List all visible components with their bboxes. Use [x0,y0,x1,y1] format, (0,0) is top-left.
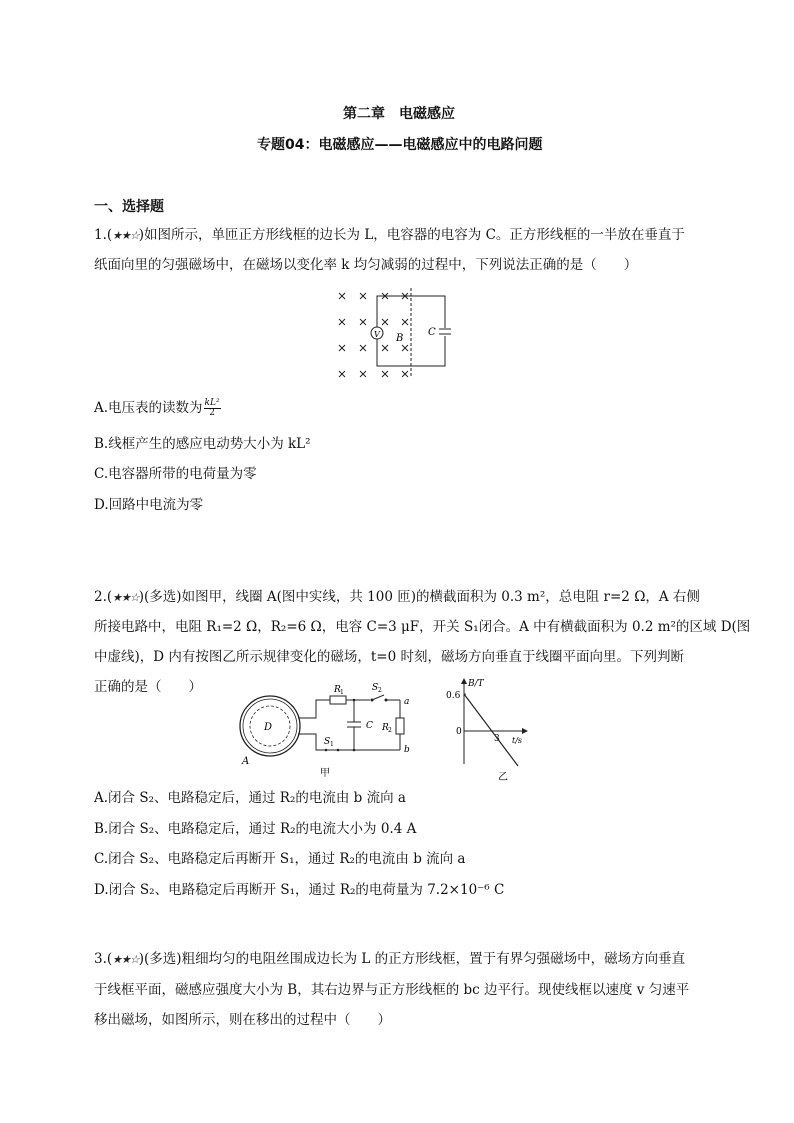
svg-text:1: 1 [340,689,344,696]
q1-line2: 纸面向里的匀强磁场中，在磁场以变化率 k 均匀减弱的过程中，下列说法正确的是（ ） [94,257,638,273]
capacitor-label: C [428,327,436,338]
difficulty-star-icon: ★★☆ [112,229,139,242]
y-tick-label: 0.6 [446,691,461,701]
q1-number: 1.( [94,227,113,243]
capacitor-label: C [366,721,373,731]
section-title: 一、选择题 [94,199,164,215]
difficulty-star-icon: ★★☆ [112,591,139,604]
chapter-title: 第二章 电磁感应 [343,106,455,122]
q1-option-b: B.线框产生的感应电动势大小为 kL² [94,436,311,452]
svg-text:S: S [324,737,331,747]
svg-text:2: 2 [388,727,392,734]
svg-text:S: S [372,683,379,693]
terminal-a: a [404,697,410,707]
origin-label: 0 [456,727,462,737]
svg-text:1: 1 [330,741,334,748]
q2-figure-circuit [234,680,424,780]
q2-number: 2.( [94,589,113,605]
q2-option-c: C.闭合 S₂、电路稳定后再断开 S₁，通过 R₂的电流由 b 流向 a [94,851,466,867]
b-t-line [464,694,518,766]
q3-number: 3.( [94,951,113,967]
q3-line1: 3.(★★☆)(多选)粗细均匀的电阻丝围成边长为 L 的正方形线框，置于有界匀强磁场中，磁场方向垂直 [94,949,685,970]
q2-option-b: B.闭合 S₂、电路稳定后，通过 R₂的电流大小为 0.4 A [94,821,417,837]
difficulty-star-icon: ★★☆ [112,953,139,966]
svg-text:R: R [382,723,389,733]
q2-option-a: A.闭合 S₂、电路稳定后，通过 R₂的电流由 b 流向 a [94,790,406,806]
q1-figure [330,286,460,386]
voltmeter-label: V [374,330,380,339]
fraction: $\frac{\text{kL²}}{2}$ [204,398,220,418]
switch-s2 [372,695,384,700]
q2-line3: 中虚线)，D 内有按图乙所示规律变化的磁场，t=0 时刻，磁场方向垂直于线圈平面向里。下列判断 [94,649,684,665]
q3-line3: 移出磁场，如图所示，则在移出的过程中（ ） [94,1012,391,1028]
q2-figure-graph [424,676,534,784]
q2-line2: 所接电路中，电阻 R₁=2 Ω，R₂=6 Ω，电容 C=3 μF，开关 S₁闭合。A 中有横截面积为 0.2 m²的区域 D(图 [94,619,751,635]
caption-jia: 甲 [320,768,330,779]
field-label-b: B [396,333,404,344]
y-axis-label: B/T [468,679,484,689]
q1-option-a: A.电压表的读数为 $\frac{\text{kL²}}{2}$ [94,398,220,418]
q3-line2: 于线框平面，磁感应强度大小为 B，其右边界与正方形线框的 bc 边平行。现使线框以速度 v 匀速平 [94,982,690,998]
x-axis-label: t/s [512,736,523,745]
region-d-label: D [264,722,273,733]
q1-option-c: C.电容器所带的电荷量为零 [94,466,257,482]
caption-yi: 乙 [498,772,508,783]
x-tick-label: 3 [494,734,500,744]
q2-line4: 正确的是（ ） [94,679,202,695]
coil-a-label: A [242,756,250,767]
topic-title: 专题04：电磁感应——电磁感应中的电路问题 [257,137,543,153]
q1-line1: 1.(★★☆)如图所示，单匝正方形线框的边长为 L，电容器的电容为 C。正方形线框的一半放在垂直于 [94,225,685,246]
svg-text:2: 2 [378,687,382,694]
terminal-b: b [404,745,410,755]
svg-text:R: R [334,685,341,695]
resistor-r2 [396,718,404,734]
q2-line1: 2.(★★☆)(多选)如图甲，线圈 A(图中实线，共 100 匝)的横截面积为 0.3 m²，总电阻 r=2 Ω，A 右侧 [94,587,700,608]
q2-option-d: D.闭合 S₂、电路稳定后再断开 S₁，通过 R₂的电荷量为 7.2×10⁻⁶ C [94,882,505,898]
q1-option-d: D.回路中电流为零 [94,497,204,513]
resistor-r1 [330,696,346,704]
